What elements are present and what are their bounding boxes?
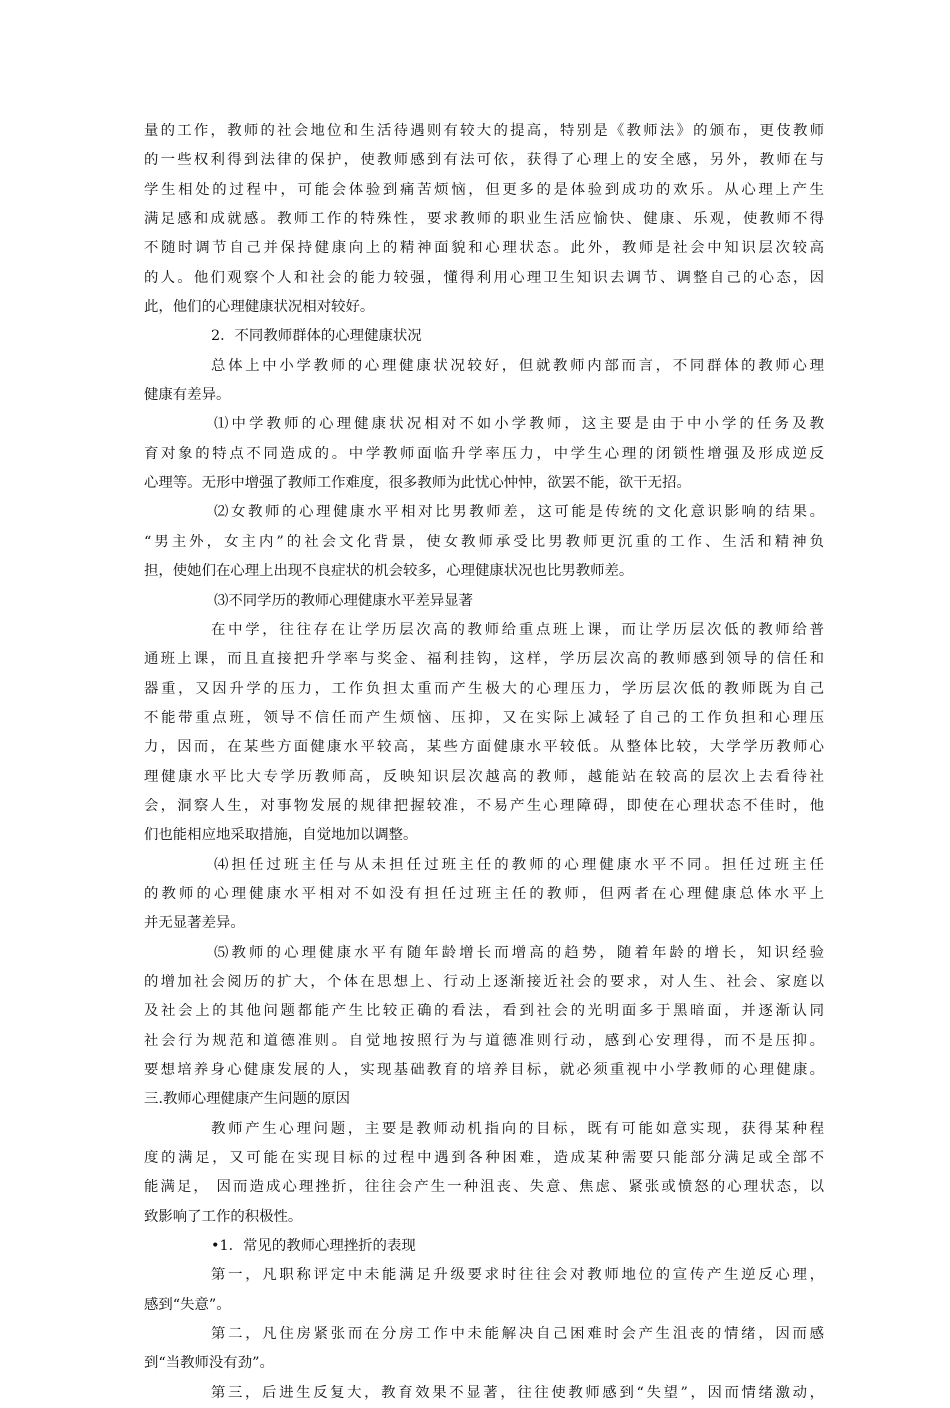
text-line: 第一，凡职称评定中未能满足升级要求时往往会对教师地位的宣传产生逆反心理， xyxy=(211,1267,824,1284)
text-line: 并无显著差异。 xyxy=(144,915,245,932)
text-line: 的教师的心理健康水平相对不如没有担任过班主任的教师，但两者在心理健康总体水平上 xyxy=(144,885,824,902)
text-line: 量的工作，教师的社会地位和生活待遇则有较大的提高，特别是《教师法》的颁布，更伎教师 xyxy=(144,123,824,139)
text-line: 学生相处的过程中，可能会体验到痛苦烦恼，但更多的是体验到成功的欢乐。从心理上产生 xyxy=(144,181,824,198)
text-line: 第二，凡住房紧张而在分房工作中未能解决自己困难时会产生沮丧的情绪，因而感 xyxy=(211,1326,824,1343)
text-line: 的增加社会阅历的扩大，个体在思想上、行动上逐渐接近社会的要求，对人生、社会、家庭以 xyxy=(144,973,824,990)
text-line: 致影响了工作的积极性。 xyxy=(144,1208,303,1225)
text-line: 会，洞察人生，对事物发展的规律把握较准，不易产生心理障碍，即使在心理状态不佳时，他 xyxy=(144,797,824,814)
text-line: 第三，后进生反复大，教育效果不显著，往往使教师感到“失望”，因而情绪激动， xyxy=(211,1384,824,1401)
text-line: 及社会上的其他问题都能产生比较正确的看法，看到社会的光明面多于黑暗面，并逐渐认同 xyxy=(144,1003,824,1020)
text-line: ⑵女教师的心理健康水平相对比男教师差，这可能是传统的文化意识影响的结果。 xyxy=(214,504,824,521)
text-line: 能满足， 因而造成心理挫折，往往会产生一种沮丧、失意、焦虑、紧张或愤怒的心理状态，以 xyxy=(144,1179,824,1196)
text-line: 力，因而，在某些方面健康水平较高，某些方面健康水平较低。从整体比较，大学学历教师心 xyxy=(144,739,824,756)
text-line: 器重，又因升学的压力，工作负担太重而产生极大的心理压力，学历层次低的教师既为自己 xyxy=(144,680,824,697)
text-line: 到“当教师没有劲”。 xyxy=(144,1355,274,1372)
text-line: 在中学，往往存在让学历层次高的教师给重点班上课，而让学历层次低的教师给普 xyxy=(211,621,824,638)
text-line: 不能带重点班，领导不信任而产生烦恼、压抑，又在实际上减轻了自己的工作负担和心理压 xyxy=(144,709,824,726)
text-line: 理健康水平比大专学历教师高，反映知识层次越高的教师，越能站在较高的层次上去看待社 xyxy=(144,768,824,785)
text-line: 的一些权利得到法律的保护，使教师感到有法可依，获得了心理上的安全感，另外，教师在与 xyxy=(144,152,824,169)
text-line: 的人。他们观察个人和社会的能力较强，懂得利用心理卫生知识去调节、调整自己的心态，因 xyxy=(144,269,824,286)
text-line: “男主外，女主内”的社会文化背景，使女教师承受比男教师更沉重的工作、生活和精神负 xyxy=(144,533,824,550)
text-line: 感到“失意”。 xyxy=(144,1296,231,1313)
text-line: 教师产生心理问题，主要是教师动机指向的目标，既有可能如意实现，获得某种程 xyxy=(211,1120,824,1137)
text-line: ⑸教师的心理健康水平有随年龄增长而增高的趋势，随着年龄的增长，知识经验 xyxy=(214,944,824,961)
text-line: 育对象的特点不同造成的。中学教师面临升学率压力，中学生心理的闭锁性增强及形成逆反 xyxy=(144,445,824,462)
text-line: 此，他们的心理健康状况相对较好。 xyxy=(144,299,375,316)
text-line: 担，使她们在心理上出现不良症状的机会较多，心理健康状况也比男教师差。 xyxy=(144,563,634,580)
text-line: 们也能相应地采取措施，自觉地加以调整。 xyxy=(144,827,418,844)
text-line: 满足感和成就感。教师工作的特殊性，要求教师的职业生活应愉快、健康、乐观，使教师不得 xyxy=(144,211,824,228)
section-heading: 2．不同教师群体的心理健康状况 xyxy=(211,328,422,345)
text-line: 心理等。无形中增强了教师工作难度，很多教师为此忧心忡忡，欲罢不能，欲干无招。 xyxy=(144,475,691,492)
text-line: 总体上中小学教师的心理健康状况较好，但就教师内部而言，不同群体的教师心理 xyxy=(211,357,824,374)
text-line: 不随时调节自己并保持健康向上的精神面貌和心理状态。此外，教师是社会中知识层次较高 xyxy=(144,240,824,257)
body-text xyxy=(144,117,824,1408)
text-line: ⑷担任过班主任与从未担任过班主任的教师的心理健康水平不同。担任过班主任 xyxy=(214,856,824,873)
text-line: 社会行为规范和道德准则。自觉地按照行为与道德准则行动，感到心安理得，而不是压抑。 xyxy=(144,1032,824,1049)
text-line: ⑴中学教师的心理健康状况相对不如小学教师，这主要是由于中小学的任务及教 xyxy=(214,416,824,433)
text-line: 通班上课，而且直接把升学率与奖金、福利挂钩，这样，学历层次高的教师感到领导的信任和 xyxy=(144,651,824,668)
section-heading: •1．常见的教师心理挫折的表现 xyxy=(211,1238,416,1255)
section-heading: 三.教师心理健康产生问题的原因 xyxy=(144,1091,351,1108)
text-line: 要想培养身心健康发展的人，实现基础教育的培养目标，就必须重视中小学教师的心理健康。 xyxy=(144,1062,824,1078)
text-line: 度的满足，又可能在实现目标的过程中遇到各种困难，造成某种需要只能部分满足或全部不 xyxy=(144,1150,824,1167)
section-heading: ⑶不同学历的教师心理健康水平差异显著 xyxy=(214,592,474,609)
text-line: 健康有差异。 xyxy=(144,387,231,404)
